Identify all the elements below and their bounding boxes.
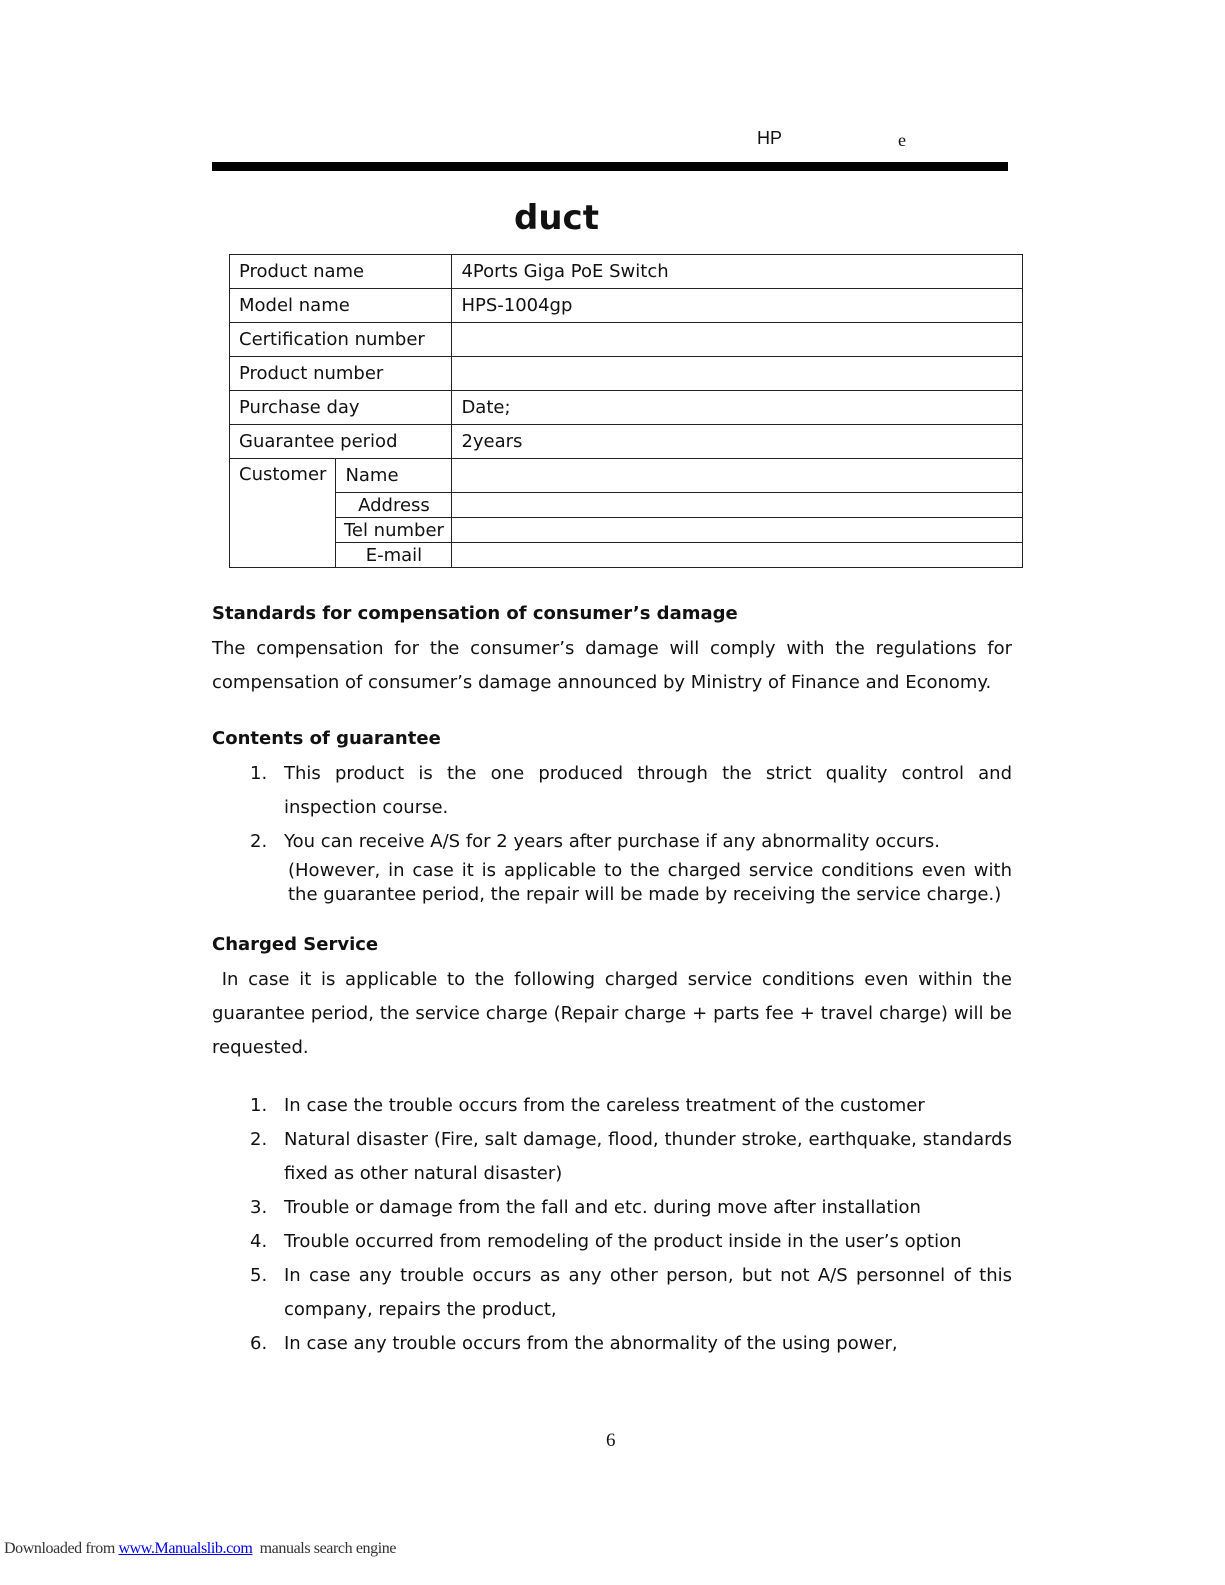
standards-text: The compensation for the consumer’s damage will comply with the regulations for compensation of consumer’s damage announced by Ministry of Finance and Economy. xyxy=(212,638,1012,693)
list-item-text: This product is the one produced through the strict quality control and inspection course. xyxy=(284,763,1012,818)
list-item-number: 6. xyxy=(250,1333,268,1354)
header-rule xyxy=(212,162,1008,171)
list-item-text: In case any trouble occurs as any other person, but not A/S personnel of this company, repairs the product, xyxy=(284,1265,1012,1320)
row-label-product-name: Product name xyxy=(230,255,452,289)
table-row xyxy=(230,518,1023,543)
list-item-text: In case the trouble occurs from the careless treatment of the customer xyxy=(284,1095,925,1116)
row-label-product-number: Product number xyxy=(230,357,452,391)
list-item-text: In case any trouble occurs from the abnormality of the using power, xyxy=(284,1333,898,1354)
row-label-model-name: Model name xyxy=(230,289,452,323)
list-item-number: 5. xyxy=(250,1265,268,1286)
page-number: 6 xyxy=(606,1430,616,1451)
footer-prefix: Downloaded from xyxy=(4,1540,119,1557)
table-row xyxy=(230,493,1023,518)
list-item-text: You can receive A/S for 2 years after purchase if any abnormality occurs. xyxy=(284,831,940,852)
footer-suffix: manuals search engine xyxy=(252,1540,397,1557)
customer-field-name-value xyxy=(452,459,1023,493)
list-item-number: 4. xyxy=(250,1231,268,1252)
row-value-guarantee-period: 2years xyxy=(452,425,1023,459)
contents-note: (However, in case it is applicable to the charged service conditions even with the guarantee period, the repair will be made by receiving the service charge.) xyxy=(288,860,1012,905)
charged-heading: Charged Service xyxy=(212,934,379,955)
row-label-guarantee-period: Guarantee period xyxy=(230,425,452,459)
list-item-number: 3. xyxy=(250,1197,268,1218)
contents-heading: Contents of guarantee xyxy=(212,728,441,749)
header-right-text: e xyxy=(898,130,906,150)
contents-section xyxy=(212,728,1012,907)
list-item xyxy=(212,825,1012,859)
list-item xyxy=(212,1225,1012,1259)
footer-attribution xyxy=(4,1540,396,1558)
standards-heading: Standards for compensation of consumer’s damage xyxy=(212,603,738,624)
row-value-model-name: HPS-1004gp xyxy=(452,289,1023,323)
header-left-text: HP xyxy=(757,128,783,148)
customer-field-email-value xyxy=(452,543,1023,568)
customer-field-email-label: E-mail xyxy=(336,543,452,568)
row-value-purchase-day: Date; xyxy=(452,391,1023,425)
customer-field-tel-label: Tel number xyxy=(336,518,452,543)
customer-field-name-label: Name xyxy=(336,459,452,493)
row-value-product-number xyxy=(452,357,1023,391)
charged-section xyxy=(212,934,1018,1361)
list-item-text: Trouble or damage from the fall and etc. during move after installation xyxy=(284,1197,921,1218)
contents-list xyxy=(212,757,1012,859)
product-info-table xyxy=(229,254,1023,568)
row-value-product-name: 4Ports Giga PoE Switch xyxy=(452,255,1023,289)
table-row xyxy=(230,357,1023,391)
table-row xyxy=(230,425,1023,459)
charged-list xyxy=(212,1089,1012,1361)
table-row xyxy=(230,391,1023,425)
charged-text: In case it is applicable to the following charged service conditions even within the guarantee period, the service charge (Repair charge + parts fee + travel charge) will be requested. xyxy=(212,969,1018,1058)
row-label-certification-number: Certification number xyxy=(230,323,452,357)
page-title: duct xyxy=(514,198,599,238)
list-item-number: 2. xyxy=(250,831,268,852)
row-label-purchase-day: Purchase day xyxy=(230,391,452,425)
list-item xyxy=(212,1191,1012,1225)
list-item-number: 2. xyxy=(250,1129,268,1150)
list-item xyxy=(212,757,1012,825)
list-item-text: Natural disaster (Fire, salt damage, flood, thunder stroke, earthquake, standards fixed as other natural disaster) xyxy=(284,1129,1012,1184)
table-row xyxy=(230,459,1023,493)
list-item-number: 1. xyxy=(250,763,268,784)
customer-field-address-value xyxy=(452,493,1023,518)
row-value-certification-number xyxy=(452,323,1023,357)
list-item xyxy=(212,1327,1012,1361)
list-item xyxy=(212,1123,1012,1191)
customer-field-address-label: Address xyxy=(336,493,452,518)
table-row xyxy=(230,255,1023,289)
footer-link[interactable]: www.Manualslib.com xyxy=(118,1540,253,1557)
list-item-number: 1. xyxy=(250,1095,268,1116)
list-item xyxy=(212,1089,1012,1123)
customer-field-tel-value xyxy=(452,518,1023,543)
table-row xyxy=(230,323,1023,357)
customer-label: Customer xyxy=(230,459,336,568)
list-item-text: Trouble occurred from remodeling of the product inside in the user’s option xyxy=(284,1231,962,1252)
list-item xyxy=(212,1259,1012,1327)
table-row xyxy=(230,543,1023,568)
standards-section xyxy=(212,603,1012,700)
table-row xyxy=(230,289,1023,323)
